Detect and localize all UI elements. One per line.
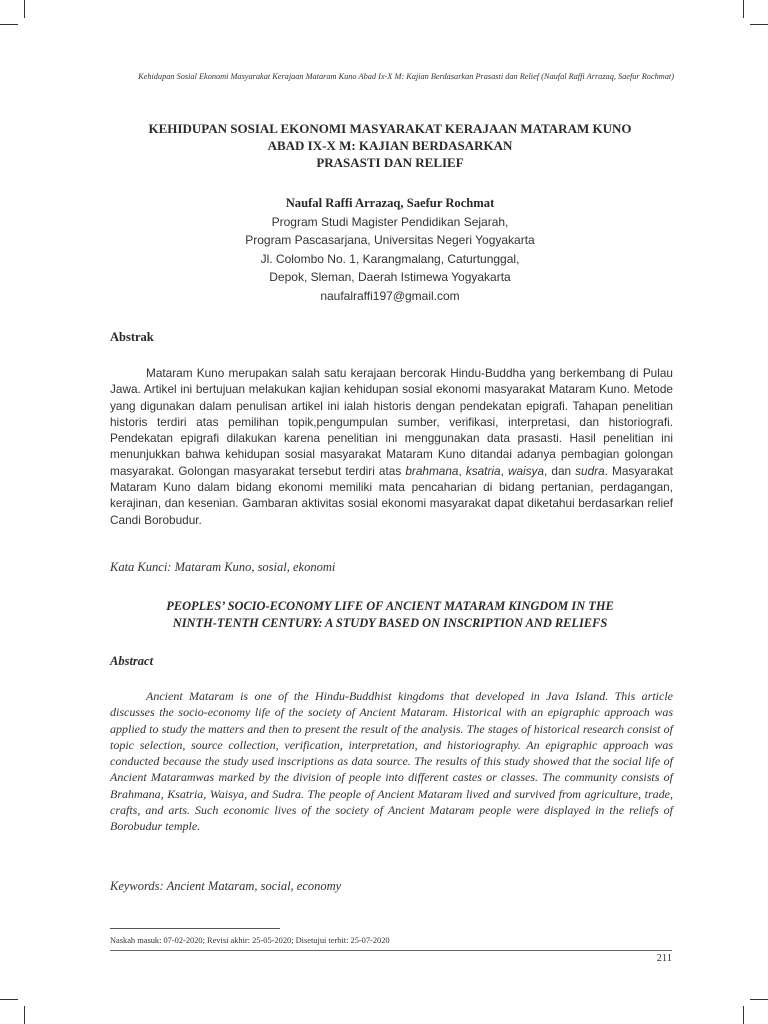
abstract-heading: Abstract [110,654,154,668]
title-line: KEHIDUPAN SOSIAL EKONOMI MASYARAKAT KERAJAAN MATARAM KUNO [148,121,632,136]
crop-mark-top-right [743,0,744,18]
abstrak-term-brahmana: brahmana [405,463,459,478]
english-title-line: PEOPLES’ SOCIO-ECONOMY LIFE OF ANCIENT MATARAM KINGDOM IN THE [166,599,614,613]
crop-mark-right-bottom [750,999,768,1000]
abstrak-term-ksatria: ksatria [465,463,501,478]
abstrak-separator: , [500,463,508,478]
running-head: Kehidupan Sosial Ekonomi Masyarakat Kerajaan Mataram Kuno Abad Ix-X M: Kajian Berdasarkan Prasasti dan Relief (Naufal Raffi Arrazaq, Saefur Rochmat) [138,72,674,81]
affiliation-line: Depok, Sleman, Daerah Istimewa Yogyakarta [269,270,511,285]
abstract-paragraph: Ancient Mataram is one of the Hindu-Buddhist kingdoms that developed in Java Island. This article discusses the socio-economy life of the society of Ancient Mataram. Historical with an epigraphic approach was applied to study the matters and then to present the result of the analysis. The stages of historical research consist of topic selection, source collection, verification, interpretation, and historiography. An epigraphic approach was conducted because the study used inscriptions as data source. The results of this study showed that the social life of Ancient Mataramwas marked by the division of people into different castes or classes. The community consists of Brahmana, Ksatria, Waisya, and Sudra. The people of Ancient Mataram lived and survived from agriculture, trade, crafts, and arts. Such economic lives of the society of Ancient Mataram people were displayed in the reliefs of Borobudur temple. [110,689,673,834]
crop-mark-left-bottom [0,999,18,1000]
crop-mark-bottom-right [743,1006,744,1024]
title-line: PRASASTI DAN RELIEF [316,155,464,170]
title-line: ABAD IX-X M: KAJIAN BERDASARKAN [267,138,513,153]
abstrak-text-part2: . Masyarakat Mataram Kuno dalam bidang ekonomi memiliki mata pencaharian di bidang pertanian, perdagangan, kerajinan, dan kesenian. Gambaran aktivitas sosial ekonomi masyarakat dapat diketahui berdasarkan relief Candi Borobudur. [110,463,674,527]
footnote-divider [110,928,280,929]
authors: Naufal Raffi Arrazaq, Saefur Rochmat [285,196,495,210]
abstrak-term-sudra: sudra [575,463,605,478]
crop-mark-bottom-left [24,1006,25,1024]
affiliation-line: Jl. Colombo No. 1, Karangmalang, Caturtunggal, [260,251,520,266]
abstrak-heading: Abstrak [110,330,154,344]
abstrak-separator: , dan [544,463,576,478]
paper-title [100,120,680,171]
abstrak-text-part1: Mataram Kuno merupakan salah satu kerajaan bercorak Hindu-Buddha yang berkembang di Pulau Jawa. Artikel ini bertujuan melakukan kajian kehidupan sosial ekonomi masyarakat Mataram Kuno. Metode yang digunakan dalam penulisan artikel ini ialah historis dengan pendekatan epigrafi. Tahapan penelitian historis terdiri atas pemilihan topik,pengumpulan sumber, verifikasi, interpretasi, dan historiografi. Pendekatan epigrafi dilakukan karena penelitian ini menggunakan data prasasti. Hasil penelitian ini menunjukkan bahwa kehidupan sosial masyarakat Mataram Kuno ditandai adanya pembagian golongan masyarakat. Golongan masyarakat tersebut terdiri atas [110,366,673,478]
submission-dates: Naskah masuk: 07-02-2020; Revisi akhir: 25-05-2020; Disetujui terbit: 25-07-2020 [110,936,390,945]
keywords: Keywords: Ancient Mataram, social, economy [110,879,342,893]
abstrak-term-waisya: waisya [507,463,545,478]
affiliation-line: Program Studi Magister Pendidikan Sejarah, [271,215,509,229]
kata-kunci: Kata Kunci: Mataram Kuno, sosial, ekonomi [110,560,336,574]
english-title-line: NINTH-TENTH CENTURY: A STUDY BASED ON INSCRIPTION AND RELIEFS [172,616,608,630]
affiliation [100,213,680,305]
crop-mark-right-top [750,24,768,25]
crop-mark-top-left [24,0,25,18]
author-email: naufalraffi197@gmail.com [320,288,460,303]
page-number: 211 [656,953,672,964]
affiliation-line: Program Pascasarjana, Universitas Negeri Yogyakarta [245,233,535,248]
page-footer-divider [110,950,672,951]
english-title [100,598,680,632]
abstrak-separator: , [458,463,466,478]
abstrak-paragraph [110,365,673,528]
crop-mark-left-top [0,24,18,25]
